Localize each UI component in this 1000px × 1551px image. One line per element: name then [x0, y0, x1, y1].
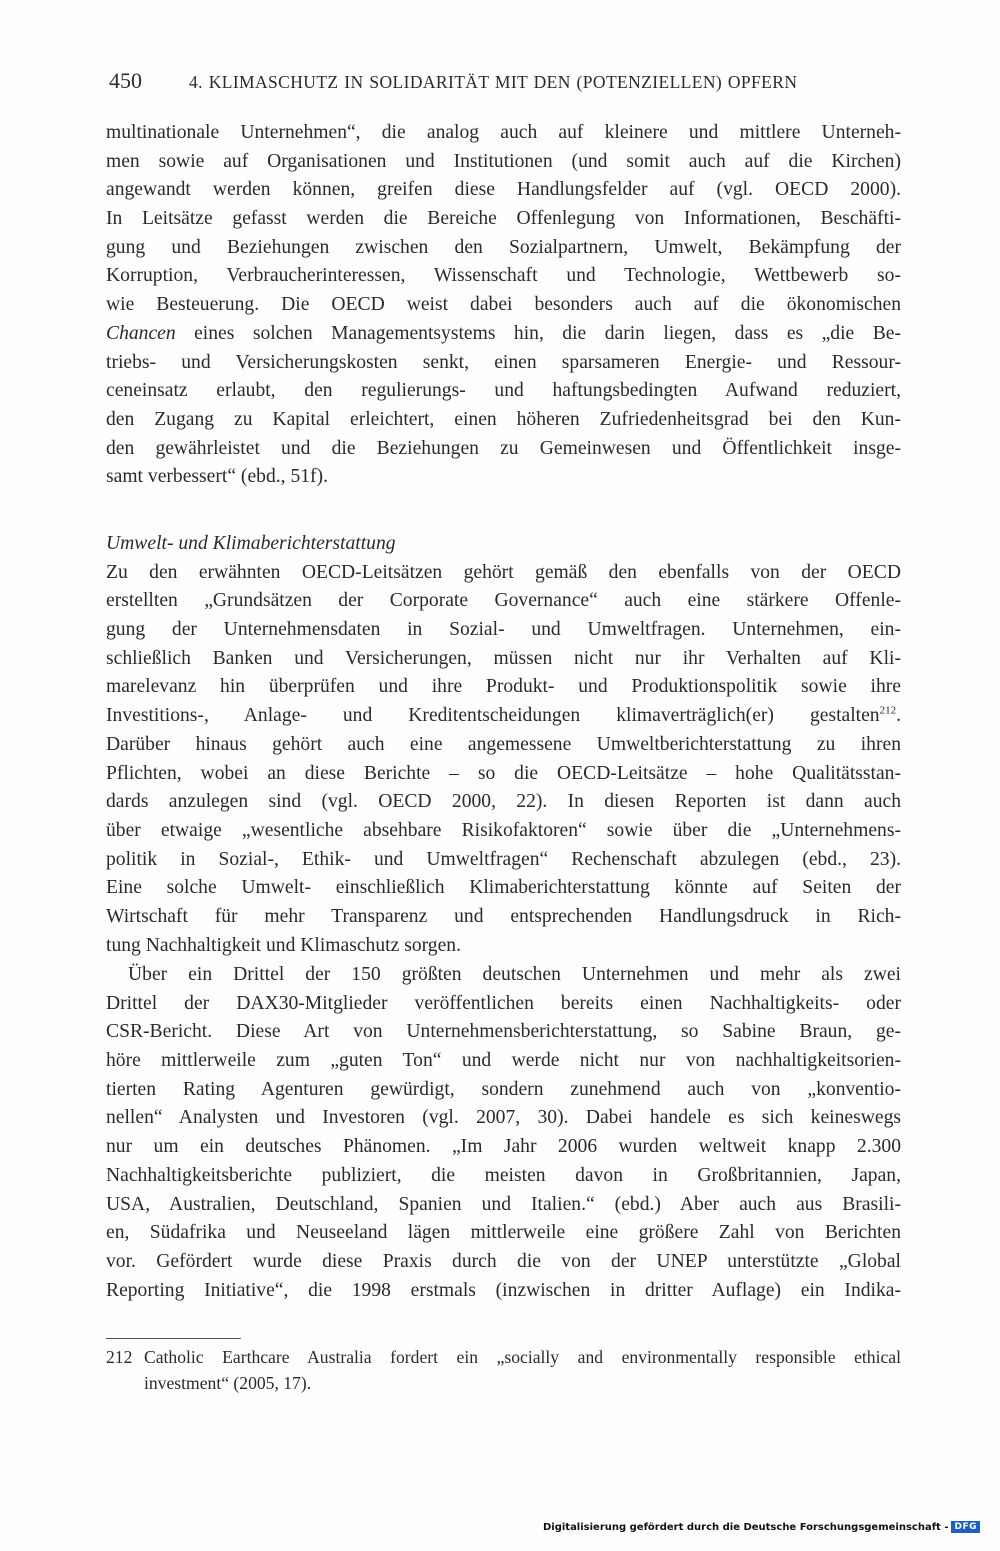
text-line: Darüber hinaus gehört auch eine angemessene Umweltberichterstattung zu ihren — [106, 733, 901, 755]
text-line: Wirtschaft für mehr Transparenz und entsprechenden Handlungsdruck in Rich- — [106, 905, 901, 927]
text-line: angewandt werden können, greifen diese Handlungsfelder auf (vgl. OECD 2000). — [106, 179, 901, 201]
text-line: men sowie auf Organisationen und Institutionen (und somit auch auf die Kirchen) — [106, 150, 901, 172]
footnote-text: Catholic Earthcare Australia fordert ein „socially and environmentally responsible ethical — [144, 1347, 901, 1367]
text-line: multinationale Unternehmen“, die analog auch auf kleinere und mittlere Unterneh- — [106, 122, 901, 143]
text-line: ceneinsatz erlaubt, den regulierungs- und haftungsbedingten Aufwand reduziert, — [106, 380, 901, 402]
digitization-notice — [543, 1521, 980, 1533]
text-line: samt verbessert“ (ebd., 51f). — [106, 466, 328, 488]
text-line: dards anzulegen sind (vgl. OECD 2000, 22). In diesen Reporten ist dann auch — [106, 791, 901, 813]
footnote-number: 212 — [106, 1347, 133, 1367]
text-span: . — [896, 705, 901, 727]
text-line: nellen“ Analysten und Investoren (vgl. 2007, 30). Dabei handele es sich keineswegs — [106, 1107, 901, 1129]
text-line: Zu den erwähnten OECD-Leitsätzen gehört gemäß den ebenfalls von der OECD — [106, 561, 901, 583]
section-heading: Umwelt- und Klimaberichterstattung — [106, 533, 396, 554]
text-span: eines solchen Managementsystems hin, die darin liegen, dass es „die Be- — [175, 322, 901, 344]
footnote-rule — [106, 1338, 241, 1339]
text-line: tierten Rating Agenturen gewürdigt, sondern zunehmend auch von „konventio- — [106, 1078, 901, 1100]
paragraph-1 — [106, 119, 901, 492]
text-line: In Leitsätze gefasst werden die Bereiche Offenlegung von Informationen, Beschäfti- — [106, 208, 901, 230]
text-line: Eine solche Umwelt- einschließlich Klimaberichterstattung könnte auf Seiten der — [106, 877, 901, 899]
running-head: 4. KLIMASCHUTZ IN SOLIDARITÄT MIT DEN (POTENZIELLEN) OPFERN — [189, 72, 798, 92]
text-line: gung und Beziehungen zwischen den Sozialpartnern, Umwelt, Bekämpfung der — [106, 236, 901, 258]
text-line: Korruption, Verbraucherinteressen, Wissenschaft und Technologie, Wettbewerb so- — [106, 265, 901, 287]
text-line: vor. Gefördert wurde diese Praxis durch die von der UNEP unterstützte „Global — [106, 1250, 901, 1272]
paragraph-3 — [106, 961, 901, 1305]
text-line: en, Südafrika und Neuseeland lägen mittlerweile eine größere Zahl von Berichten — [106, 1222, 901, 1244]
text-line: Über ein Drittel der 150 größten deutschen Unternehmen und mehr als zwei — [128, 964, 901, 985]
text-line: über etwaige „wesentliche absehbare Risikofaktoren“ sowie über die „Unternehmens- — [106, 819, 901, 841]
text-line: USA, Australien, Deutschland, Spanien und Italien.“ (ebd.) Aber auch aus Brasili- — [106, 1193, 901, 1215]
text-line: erstellten „Grundsätzen der Corporate Governance“ auch eine stärkere Offenle- — [106, 590, 901, 612]
footnote-line: investment“ (2005, 17). — [144, 1373, 312, 1393]
emphasis-chancen: Chancen — [106, 322, 176, 344]
footnote-212 — [106, 1344, 901, 1396]
text-line: den gewährleistet und die Beziehungen zu Gemeinwesen und Öffentlichkeit insge- — [106, 437, 901, 459]
text-line — [106, 320, 901, 349]
text-line: tung Nachhaltigkeit und Klimaschutz sorgen. — [106, 934, 461, 956]
section-umwelt — [106, 530, 901, 960]
text-line: triebs- und Versicherungskosten senkt, einen sparsameren Energie- und Ressour- — [106, 351, 901, 373]
text-line: wie Besteuerung. Die OECD weist dabei besonders auch auf die ökonomischen — [106, 294, 901, 316]
text-line: nur um ein deutsches Phänomen. „Im Jahr 2006 wurden weltweit knapp 2.300 — [106, 1136, 901, 1158]
text-line: schließlich Banken und Versicherungen, müssen nicht nur ihr Verhalten auf Kli- — [106, 647, 901, 669]
dfg-logo: DFG — [951, 1521, 980, 1533]
footnote-ref[interactable]: 212 — [879, 704, 897, 717]
digitization-text: Digitalisierung gefördert durch die Deutsche Forschungsgemeinschaft - — [542, 1521, 949, 1533]
footnote-line — [106, 1344, 901, 1370]
text-line: marelevanz hin überprüfen und ihre Produkt- und Produktionspolitik sowie ihre — [106, 676, 901, 698]
text-line: gung der Unternehmensdaten in Sozial- und Umweltfragen. Unternehmen, ein- — [106, 619, 901, 641]
text-line: Reporting Initiative“, die 1998 erstmals (inzwischen in dritter Auflage) ein Indika- — [106, 1279, 901, 1301]
text-line — [106, 702, 901, 731]
text-line: Drittel der DAX30-Mitglieder veröffentlichen bereits einen Nachhaltigkeits- oder — [106, 992, 901, 1014]
text-line: höre mittlerweile zum „guten Ton“ und werde nicht nur von nachhaltigkeitsorien- — [106, 1050, 901, 1072]
text-line: Nachhaltigkeitsberichte publiziert, die meisten davon in Großbritannien, Japan, — [106, 1164, 901, 1186]
page-number: 450 — [109, 68, 142, 93]
text-line: CSR-Bericht. Diese Art von Unternehmensberichterstattung, so Sabine Braun, ge- — [106, 1021, 901, 1043]
text-span: Investitions-, Anlage- und Kreditentscheidungen klimaverträglich(er) gestalten — [106, 705, 880, 727]
text-line: Pflichten, wobei an diese Berichte – so die OECD-Leitsätze – hohe Qualitätsstan- — [106, 762, 901, 784]
text-line: den Zugang zu Kapital erleichtert, einen höheren Zufriedenheitsgrad bei den Kun- — [106, 408, 901, 430]
text-line: politik in Sozial-, Ethik- und Umweltfragen“ Rechenschaft abzulegen (ebd., 23). — [106, 848, 901, 870]
